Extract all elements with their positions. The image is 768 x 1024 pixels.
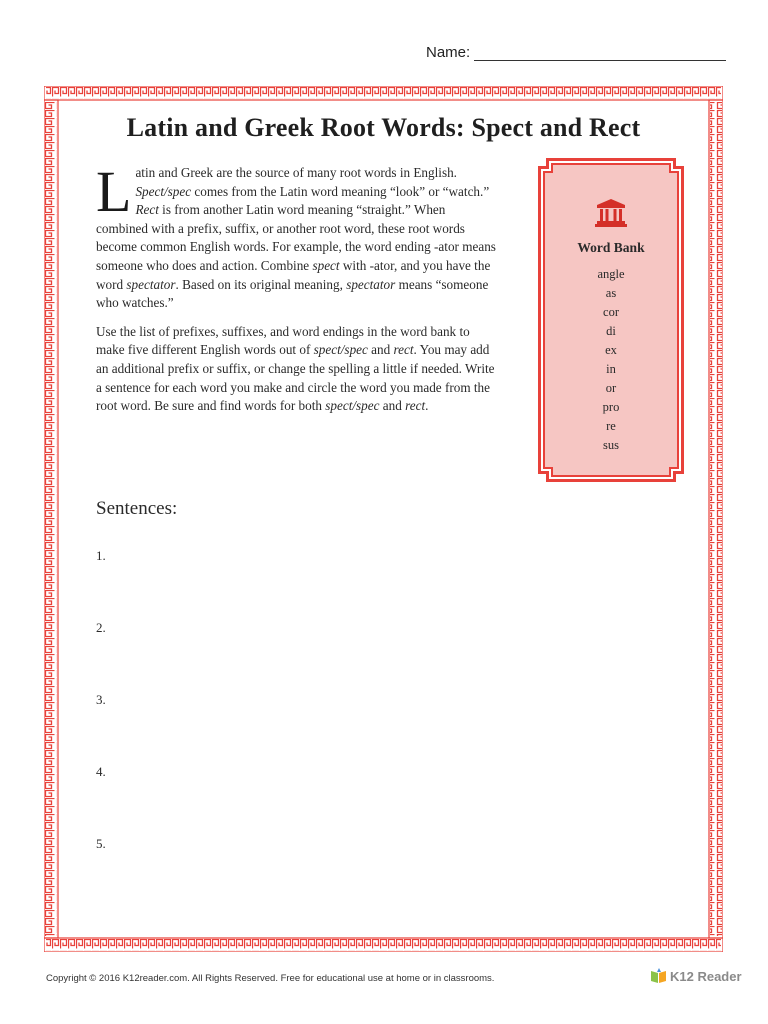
text-run: . You may add an additional prefix or suffix, or change the spelling a little if needed. Write a sentence for each word you make and circle the word you made from the root word. Be sure and find words for both — [96, 342, 495, 414]
text-run: . Based on its original meaning, — [175, 276, 347, 292]
text-run: with -ator, and you have the word — [96, 257, 491, 292]
text-run: and — [367, 342, 394, 358]
sentence-number-3: 3. — [96, 692, 106, 707]
name-label: Name: — [426, 44, 471, 61]
word-bank-item: or — [605, 381, 617, 395]
text-run: comes from the Latin word meaning “look” or “watch.” — [191, 183, 490, 199]
k12reader-logo — [650, 968, 742, 984]
intro-paragraph-2 — [96, 323, 496, 416]
text-run: atin and Greek are the source of many root words in English. — [135, 165, 457, 180]
text-run: Use the list of prefixes, suffixes, and word endings in the word bank to make five different English words out of — [96, 323, 470, 358]
intro-paragraph-1 — [96, 159, 496, 313]
word-bank-title: Word Bank — [577, 240, 645, 255]
text-run: and — [379, 398, 406, 414]
root-word: rect — [393, 342, 414, 358]
word-bank-item: cor — [603, 305, 619, 319]
word-bank-list — [538, 265, 684, 455]
root-word: rect — [405, 398, 426, 414]
word-bank-item: angle — [597, 267, 625, 281]
root-word: spect — [312, 257, 340, 273]
copyright-text: Copyright © 2016 K12reader.com. All Rights Reserved. Free for educational use at home or in classrooms. — [46, 973, 495, 984]
text-run: means “someone who watches.” — [96, 276, 489, 311]
sentence-number-2: 2. — [96, 620, 106, 635]
root-word: Rect — [135, 202, 159, 218]
drop-cap: L — [96, 159, 132, 224]
word-bank-item: pro — [602, 400, 620, 414]
sentence-number-1: 1. — [96, 548, 106, 563]
name-field[interactable] — [426, 44, 726, 61]
example-word: spectator — [126, 276, 176, 292]
word-bank-item: re — [606, 419, 616, 433]
text-run: . — [425, 398, 429, 414]
root-word: spect/spec — [313, 342, 368, 358]
sentences-heading: Sentences: — [96, 498, 178, 519]
worksheet-title: Latin and Greek Root Words: Spect and Rect — [126, 113, 641, 142]
logo-text: K12 Reader — [670, 968, 742, 984]
root-word: Spect/spec — [135, 183, 192, 199]
word-bank-item: ex — [605, 343, 617, 357]
sentence-number-5: 5. — [96, 836, 106, 851]
word-bank-item: sus — [603, 438, 619, 452]
text-run: is from another Latin word meaning “straight.” When combined with a prefix, suffix, or another root word, these root words become common English words. For example, the word ending -ator means someone who does and action. Combine — [96, 202, 496, 273]
word-bank-item: di — [606, 324, 616, 338]
word-bank — [538, 158, 684, 482]
word-bank-item: in — [606, 362, 616, 376]
word-bank-item: as — [605, 286, 617, 300]
name-underline[interactable] — [474, 46, 726, 61]
example-word: spectator — [346, 276, 396, 292]
root-word: spect/spec — [325, 398, 380, 414]
intro-text — [96, 159, 496, 426]
book-leaf-icon — [650, 968, 668, 984]
sentence-number-4: 4. — [96, 764, 106, 779]
